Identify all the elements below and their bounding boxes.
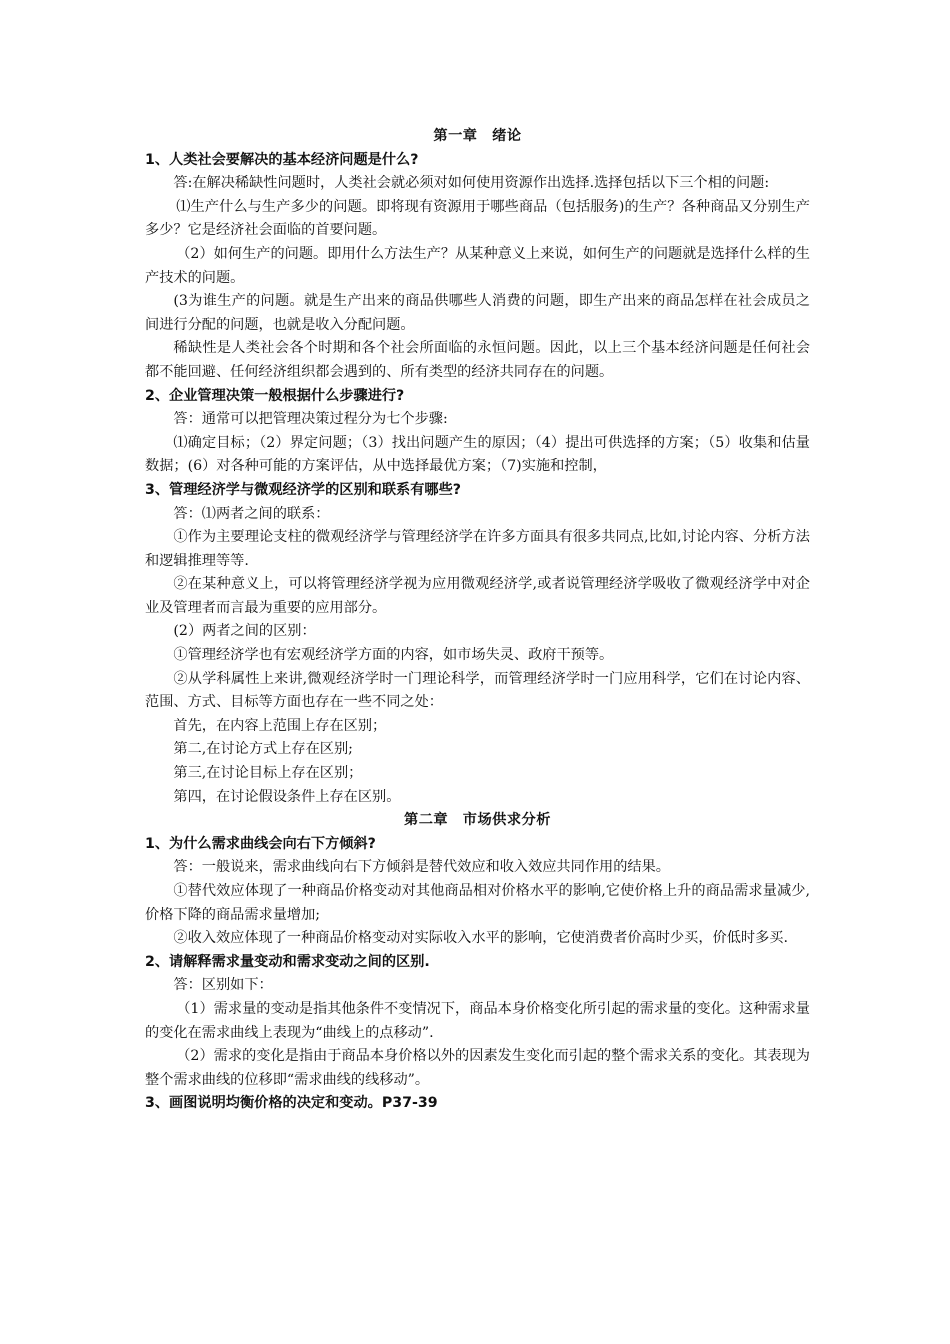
ch1-question-2: 2、企业管理决策一般根据什么步骤进行? [145,387,405,404]
ch1-q1-paragraph: （2）如何生产的问题。即用什么方法生产？从某种意义上来说，如何生产的问题就是选择什么样的生产技术的问题。 [145,245,810,286]
ch1-q2-paragraph: 答：通常可以把管理决策过程分为七个步骤: [173,411,448,428]
ch1-q3-paragraph: ①作为主要理论支柱的微观经济学与管理经济学在许多方面具有很多共同点,比如,讨论内容、分析方法和逻辑推理等等. [145,529,810,569]
chapter-2-title: 第二章 市场供求分析 [404,812,551,829]
ch1-q3-paragraph: (2）两者之间的区别： [173,623,316,640]
ch1-q3-paragraph: 答：⑴两者之间的联系： [173,505,330,522]
ch1-q3-paragraph: ②从学科属性上来讲,微观经济学时一门理论科学，而管理经济学时一门应用科学，它们在讨论内容、范围、方式、目标等方面也存在一些不同之处： [145,670,810,711]
chapter-1-title: 第一章 绪论 [433,128,522,144]
ch1-q1-paragraph: 稀缺性是人类社会各个时期和各个社会所面临的永恒问题。因此，以上三个基本经济问题是任何社会都不能回避、任何经济组织都会遇到的、所有类型的经济共同存在的问题。 [145,340,810,380]
ch2-q1-paragraph: ②收入效应体现了一种商品价格变动对实际收入水平的影响，它使消费者价高时少买，价低时多买. [173,930,788,947]
ch1-q1-paragraph: (3为谁生产的问题。就是生产出来的商品供哪些人消费的问题，即生产出来的商品怎样在社会成员之间进行分配的问题，也就是收入分配问题。 [145,293,810,333]
ch1-q3-paragraph: 第三,在讨论目标上存在区别； [173,765,363,782]
ch1-q3-paragraph: 第四，在讨论假设条件上存在区别。 [173,788,401,805]
ch1-q1-paragraph: ⑴生产什么与生产多少的问题。即将现有资源用于哪些商品（包括服务)的生产？各种商品又分别生产多少？它是经济社会面临的首要问题。 [145,198,810,239]
ch1-q3-paragraph: 第二,在讨论方式上存在区别; [173,741,353,758]
ch1-question-1: 1、人类社会要解决的基本经济问题是什么? [145,151,419,168]
ch1-question-3: 3、管理经济学与微观经济学的区别和联系有哪些? [145,481,462,498]
ch2-q2-paragraph: （2）需求的变化是指由于商品本身价格以外的因素发生变化而引起的整个需求关系的变化。其表现为整个需求曲线的位移即“需求曲线的线移动”。 [145,1048,810,1088]
ch2-question-2: 2、请解释需求量变动和需求变动之间的区别. [145,953,430,970]
ch2-question-3: 3、画图说明均衡价格的决定和变动。P37-39 [145,1095,438,1112]
ch2-q1-paragraph: ①替代效应体现了一种商品价格变动对其他商品相对价格水平的影响,它使价格上升的商品需求量减少,价格下降的商品需求量增加; [145,883,810,923]
document-body [145,125,810,1116]
ch1-q3-paragraph: ②在某种意义上，可以将管理经济学视为应用微观经济学,或者说管理经济学吸收了微观经济学中对企业及管理者而言最为重要的应用部分。 [145,576,810,616]
ch1-q3-paragraph: ①管理经济学也有宏观经济学方面的内容，如市场失灵、政府干预等。 [173,647,614,664]
ch2-q2-paragraph: 答：区别如下： [173,977,273,994]
ch2-q1-paragraph: 答：一般说来，需求曲线向右下方倾斜是替代效应和收入效应共同作用的结果。 [173,859,670,876]
ch1-q3-paragraph: 首先，在内容上范围上存在区别； [173,717,387,734]
ch1-q1-paragraph: 答:在解决稀缺性问题时，人类社会就必须对如何使用资源作出选择.选择包括以下三个相的问题: [173,175,770,192]
ch2-q2-paragraph: （1）需求量的变动是指其他条件不变情况下，商品本身价格变化所引起的需求量的变化。这种需求量的变化在需求曲线上表现为“曲线上的点移动”. [145,1000,810,1041]
ch2-question-1: 1、为什么需求曲线会向右下方倾斜? [145,835,376,852]
ch1-q2-paragraph: ⑴确定目标；（2）界定问题；（3）找出问题产生的原因；（4）提出可供选择的方案；（5）收集和估量数据；(6）对各种可能的方案评估，从中选择最优方案；（7)实施和控制， [145,434,810,475]
